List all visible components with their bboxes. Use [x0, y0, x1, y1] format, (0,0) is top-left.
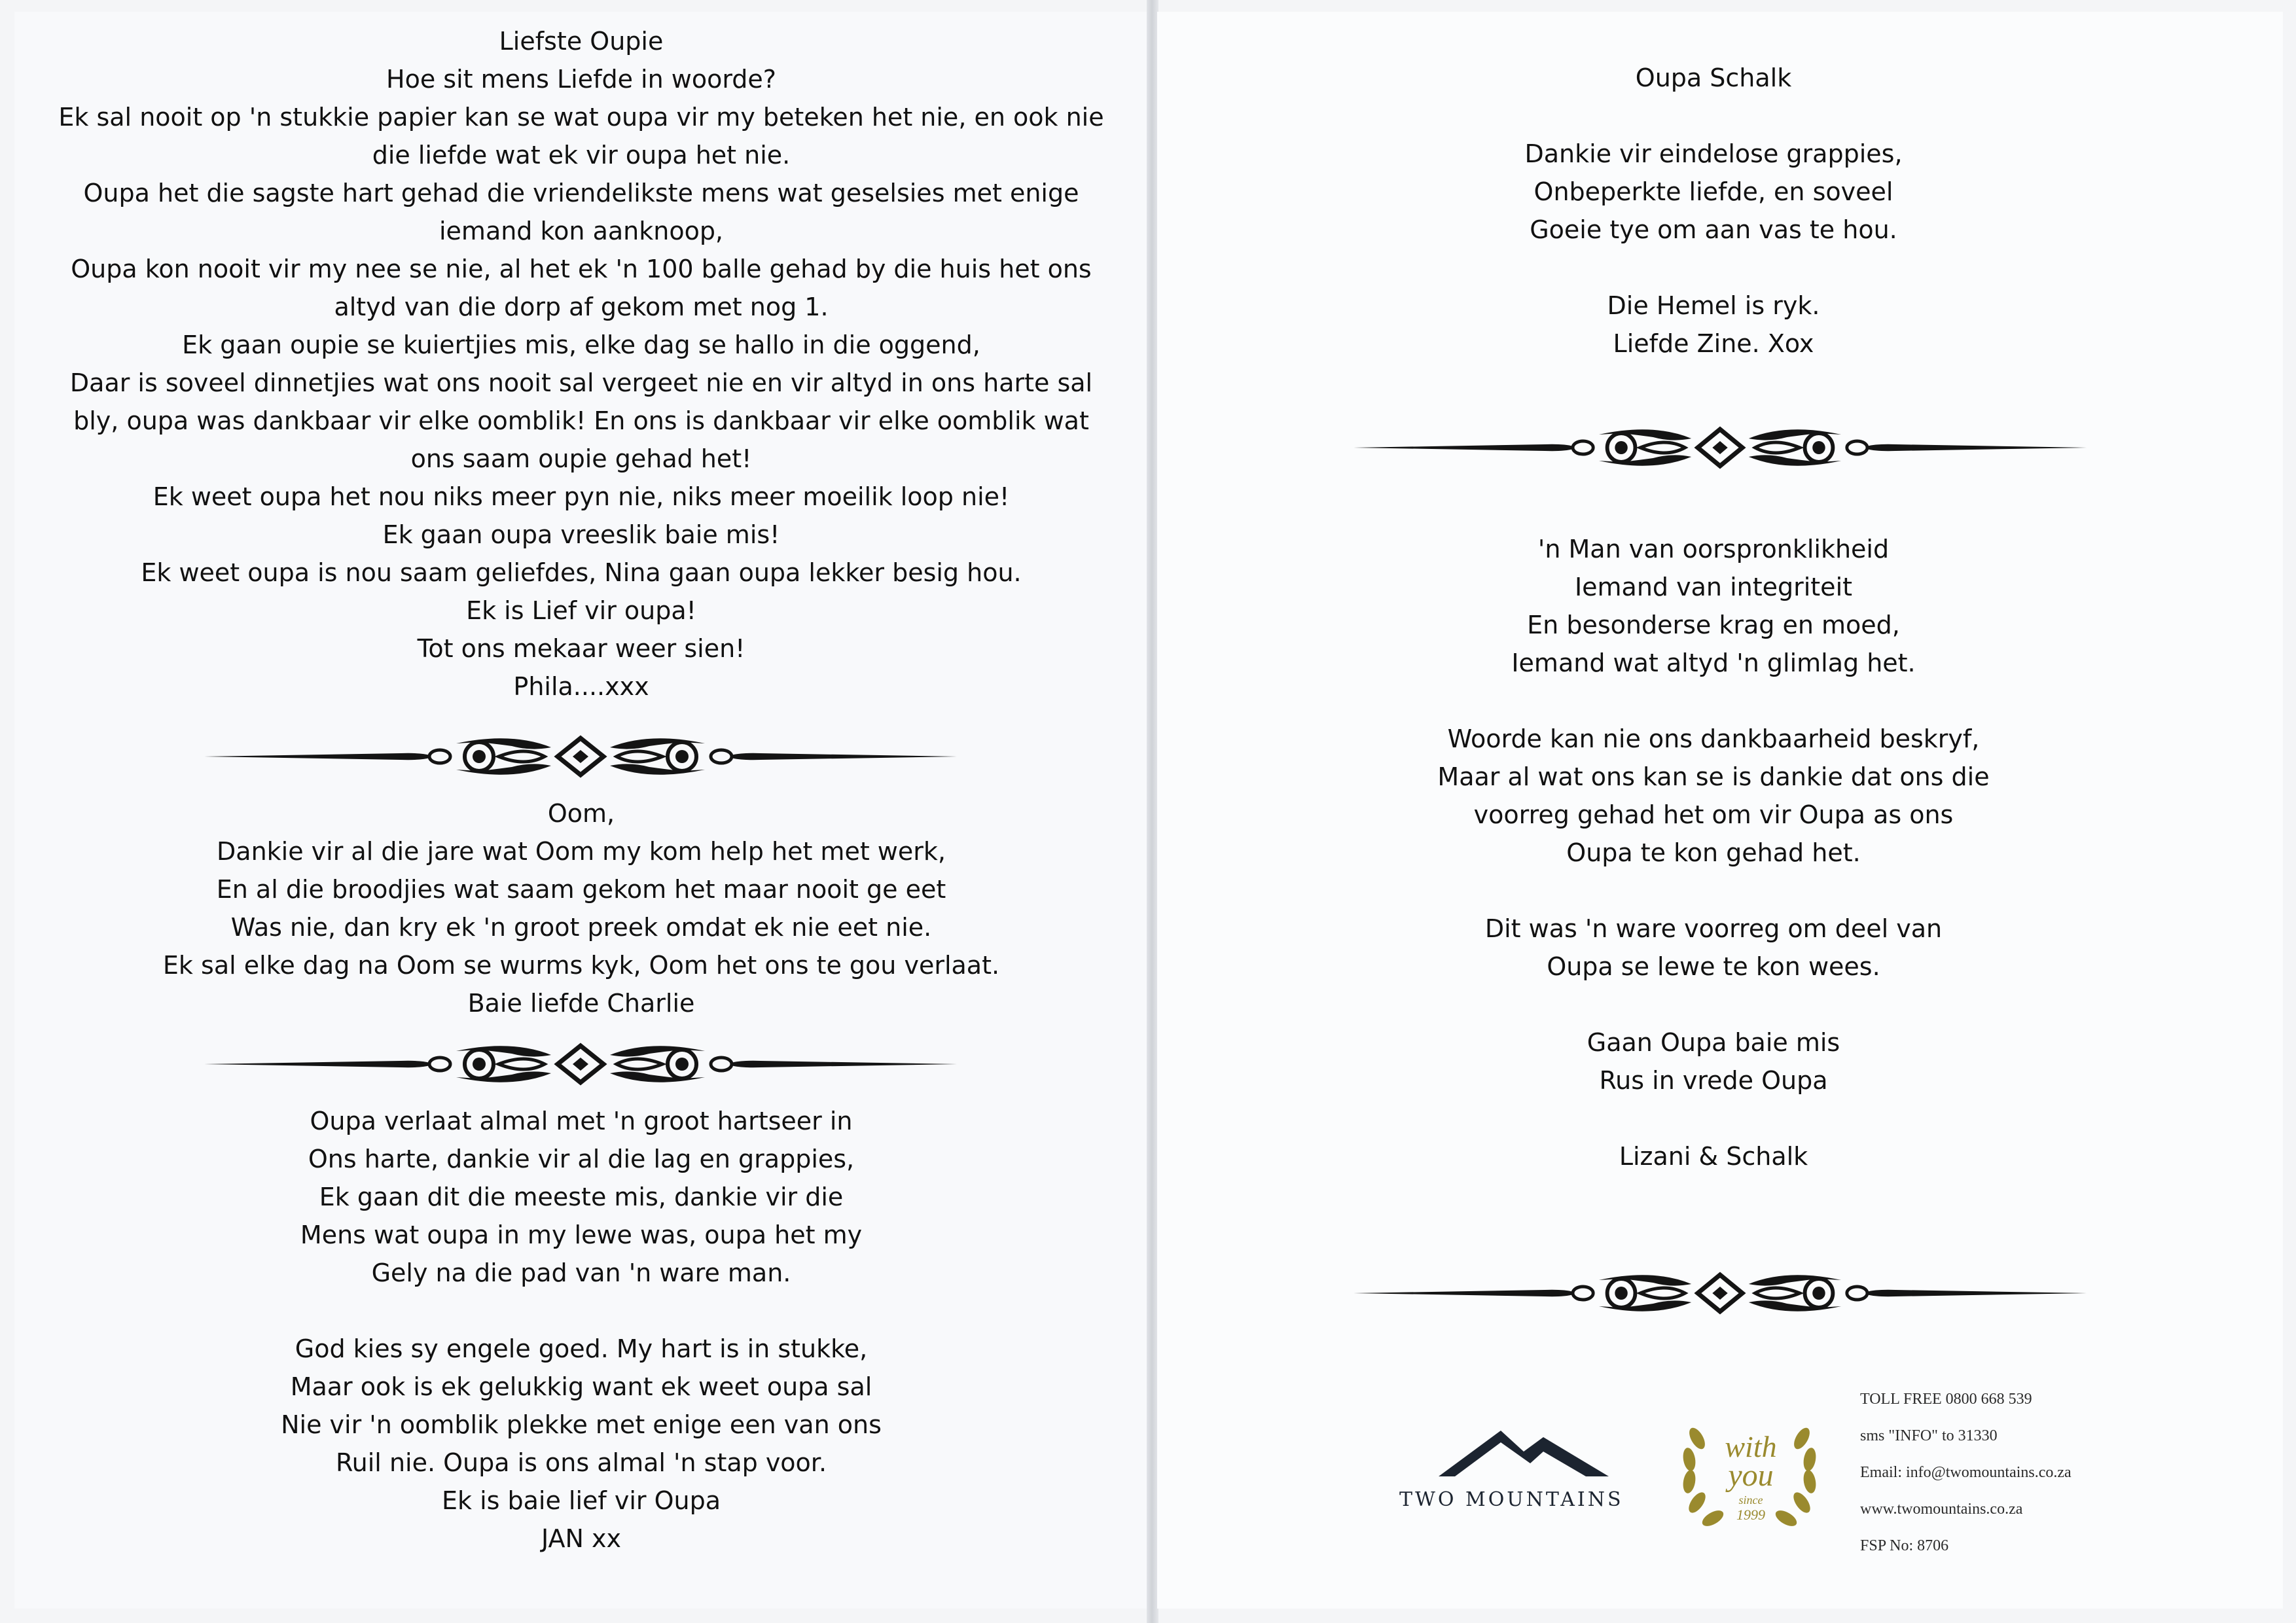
tribute-line: Iemand wat altyd 'n glimlag het.	[1511, 649, 1916, 677]
tribute-phila	[14, 22, 1148, 705]
tribute-line: Gely na die pad van 'n ware man.	[371, 1258, 791, 1287]
tribute-line: ons saam oupie gehad het!	[410, 444, 752, 473]
ornamental-divider-icon	[204, 1039, 957, 1089]
tribute-line: Liefde Zine. Xox	[1613, 329, 1814, 358]
contact-details	[1860, 1381, 2072, 1564]
tribute-line: Ek weet oupa het nou niks meer pyn nie, niks meer moeilik loop nie!	[152, 482, 1010, 511]
tribute-line: Oupa te kon gehad het.	[1566, 838, 1861, 867]
fsp-number: FSP No: 8706	[1860, 1537, 1949, 1554]
tribute-jan	[14, 1102, 1148, 1558]
tribute-zine	[1157, 59, 2270, 363]
tribute-line	[1157, 97, 2270, 135]
tribute-line: Maar al wat ons kan se is dankie dat ons die	[1437, 762, 1990, 791]
tribute-line: Dankie vir eindelose grappies,	[1524, 139, 1903, 168]
tribute-line: 'n Man van oorspronklikheid	[1537, 535, 1890, 563]
tribute-charlie	[14, 794, 1148, 1022]
tribute-line: Maar ook is ek gelukkig want ek weet oupa sal	[290, 1372, 872, 1401]
tribute-line: Oupa kon nooit vir my nee se nie, al het ek 'n 100 balle gehad by die huis het ons	[71, 255, 1092, 283]
sms-info: sms "INFO" to 31330	[1860, 1427, 1998, 1444]
tribute-line: Oupa Schalk	[1635, 63, 1792, 92]
tribute-line: Gaan Oupa baie mis	[1587, 1028, 1840, 1057]
website: www.twomountains.co.za	[1860, 1501, 2023, 1518]
tribute-line: Rus in vrede Oupa	[1599, 1066, 1828, 1095]
ornamental-divider-icon	[1354, 1268, 2087, 1318]
tribute-line: bly, oupa was dankbaar vir elke oomblik! En ons is dankbaar vir elke oomblik wat	[73, 406, 1089, 435]
tribute-line: Baie liefde Charlie	[467, 989, 695, 1018]
tribute-line: Ek is baie lief vir Oupa	[441, 1486, 721, 1515]
badge-with: with	[1725, 1430, 1777, 1463]
tribute-line: Ruil nie. Oupa is ons almal 'n stap voor.	[335, 1448, 827, 1477]
tribute-line: En al die broodjies wat saam gekom het maar nooit ge eet	[216, 875, 946, 904]
tribute-line: Ek weet oupa is nou saam geliefdes, Nina gaan oupa lekker besig hou.	[141, 558, 1022, 587]
tribute-line: Daar is soveel dinnetjies wat ons nooit sal vergeet nie en vir altyd in ons harte sal	[69, 368, 1093, 397]
tribute-line: Ek sal elke dag na Oom se wurms kyk, Oom het ons te gou verlaat.	[162, 951, 1000, 980]
tribute-line: Ek gaan oupa vreeslik baie mis!	[382, 520, 780, 549]
right-page	[1157, 12, 2283, 1609]
tribute-line: voorreg gehad het om vir Oupa as ons	[1473, 800, 1954, 829]
brand-name: TWO MOUNTAINS	[1399, 1488, 1624, 1511]
tribute-line: altyd van die dorp af gekom met nog 1.	[334, 293, 829, 321]
tribute-line: Ons harte, dankie vir al die lag en grappies,	[308, 1145, 855, 1173]
tribute-line: Oom,	[547, 799, 615, 828]
tribute-line: Mens wat oupa in my lewe was, oupa het my	[300, 1221, 863, 1249]
tribute-line: Die Hemel is ryk.	[1607, 291, 1820, 320]
tribute-line: Tot ons mekaar weer sien!	[417, 634, 745, 663]
tribute-line: Ek is Lief vir oupa!	[466, 596, 696, 625]
tribute-line: Ek gaan dit die meeste mis, dankie vir die	[319, 1183, 844, 1211]
tribute-line	[1157, 872, 2270, 910]
tribute-line: Lizani & Schalk	[1619, 1142, 1808, 1171]
tribute-line: Hoe sit mens Liefde in woorde?	[386, 65, 776, 94]
tribute-line	[1157, 1099, 2270, 1137]
tribute-line	[1157, 682, 2270, 720]
tribute-line: Was nie, dan kry ek 'n groot preek omdat ek nie eet nie.	[230, 913, 932, 942]
tribute-line: Phila....xxx	[513, 672, 649, 701]
tribute-line: Nie vir 'n oomblik plekke met enige een van ons	[281, 1410, 882, 1439]
tribute-line: En besonderse krag en moed,	[1527, 611, 1900, 639]
ornamental-divider-icon	[1354, 423, 2087, 473]
tribute-line	[1157, 986, 2270, 1024]
tribute-line: Onbeperkte liefde, en soveel	[1534, 177, 1893, 206]
tribute-line: Ek sal nooit op 'n stukkie papier kan se wat oupa vir my beteken het nie, en ook nie	[58, 103, 1104, 132]
tribute-line: Woorde kan nie ons dankbaarheid beskryf,	[1447, 724, 1980, 753]
tribute-line: Goeie tye om aan vas te hou.	[1530, 215, 1897, 244]
tribute-line: JAN xx	[541, 1524, 621, 1553]
badge-year: 1999	[1736, 1507, 1765, 1523]
tribute-line: iemand kon aanknoop,	[439, 217, 724, 245]
laurel-wreath-icon	[1671, 1412, 1828, 1537]
tribute-line: Dankie vir al die jare wat Oom my kom help het met werk,	[217, 837, 946, 866]
tribute-line: Oupa se lewe te kon wees.	[1547, 952, 1880, 981]
mountains-logo-icon	[1439, 1425, 1609, 1478]
tribute-line: die liefde wat ek vir oupa het nie.	[372, 141, 791, 169]
tribute-line: Ek gaan oupie se kuiertjies mis, elke dag se hallo in die oggend,	[182, 330, 980, 359]
badge-since: since	[1738, 1493, 1763, 1507]
tribute-line: Dit was 'n ware voorreg om deel van	[1484, 914, 1943, 943]
email-address: Email: info@twomountains.co.za	[1860, 1464, 2072, 1481]
tribute-line: Liefste Oupie	[499, 27, 664, 56]
tribute-line: Oupa het die sagste hart gehad die vriendelikste mens wat geselsies met enige	[83, 179, 1079, 207]
badge-you: you	[1728, 1458, 1774, 1493]
ornamental-divider-icon	[204, 732, 957, 781]
tribute-line	[1157, 249, 2270, 287]
tribute-lizani-schalk	[1157, 530, 2270, 1175]
tribute-line: Oupa verlaat almal met 'n groot hartseer in	[310, 1107, 853, 1135]
tribute-line: Iemand van integriteit	[1574, 573, 1853, 601]
toll-free-number: TOLL FREE 0800 668 539	[1860, 1391, 2032, 1408]
stanza-gap	[14, 1292, 1148, 1330]
left-page	[14, 12, 1148, 1609]
tribute-line: God kies sy engele goed. My hart is in stukke,	[295, 1334, 868, 1363]
